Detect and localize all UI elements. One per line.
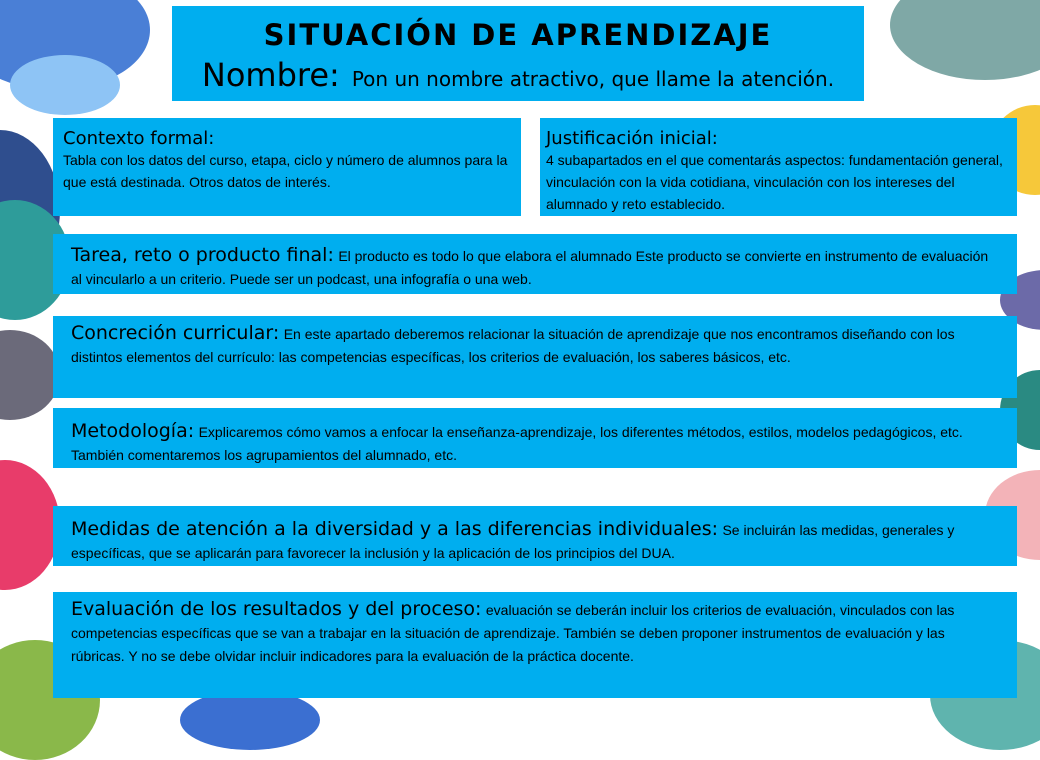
nombre-line (172, 56, 864, 94)
blob-teal-top-right (890, 0, 1040, 80)
contexto-text: Tabla con los datos del curso, etapa, ciclo y número de alumnos para la que está destinada. Otros datos de interés. (63, 152, 508, 190)
metodologia-heading: Metodología: (71, 420, 195, 442)
medidas-heading: Medidas de atención a la diversidad y a las diferencias individuales: (71, 518, 718, 540)
medidas-box (53, 506, 1017, 566)
contexto-box (53, 118, 521, 216)
nombre-label: Nombre: (201, 56, 340, 94)
blob-blue-bottom (180, 690, 320, 750)
contexto-heading: Contexto formal: (63, 128, 215, 149)
blob-pink-left (0, 460, 60, 590)
concrecion-text: En este apartado deberemos relacionar la situación de aprendizaje que nos encontramos diseñando con los distintos elementos del currículo: las competencias específicas, los criterios de evaluación, los saberes básicos, etc. (71, 326, 955, 365)
concrecion-box (53, 316, 1017, 398)
title-box (172, 6, 864, 101)
evaluacion-box (53, 592, 1017, 698)
medidas-text: Se incluirán las medidas, generales y específicas, que se aplicarán para favorecer la inclusión y la aplicación de los principios del DUA. (71, 522, 955, 561)
metodologia-box (53, 408, 1017, 468)
evaluacion-text: evaluación se deberán incluir los criterios de evaluación, vinculados con las competencias específicas que se van a trabajar en la situación de aprendizaje. También se deben proponer instrumentos de evaluación y las rúbricas. Y no se debe olvidar incluir indicadores para la evaluación de la práctica docente. (71, 602, 955, 664)
justificacion-heading: Justificación inicial: (546, 128, 718, 149)
metodologia-text: Explicaremos cómo vamos a enfocar la enseñanza-aprendizaje, los diferentes métodos, estilos, modelos pedagógicos, etc. También comentaremos los agrupamientos del alumnado, etc. (71, 424, 963, 463)
blob-grey-left (0, 330, 60, 420)
justificacion-box (540, 118, 1017, 216)
tarea-heading: Tarea, reto o producto final: (71, 244, 334, 266)
blob-lightblue-top-left (10, 55, 120, 115)
tarea-text: El producto es todo lo que elabora el alumnado Este producto se convierte en instrumento de evaluación al vincularlo a un criterio. Puede ser un podcast, una infografía o una web. (71, 248, 989, 287)
evaluacion-heading: Evaluación de los resultados y del proceso: (71, 598, 482, 620)
concrecion-heading: Concreción curricular: (71, 322, 280, 344)
tarea-box (53, 234, 1017, 294)
page-title: SITUACIÓN DE APRENDIZAJE (263, 18, 773, 52)
justificacion-text: 4 subapartados en el que comentarás aspectos: fundamentación general, vinculación con la vida cotidiana, vinculación con los intereses del alumnado y reto establecido. (546, 152, 1003, 212)
nombre-text: Pon un nombre atractivo, que llame la atención. (351, 67, 835, 91)
